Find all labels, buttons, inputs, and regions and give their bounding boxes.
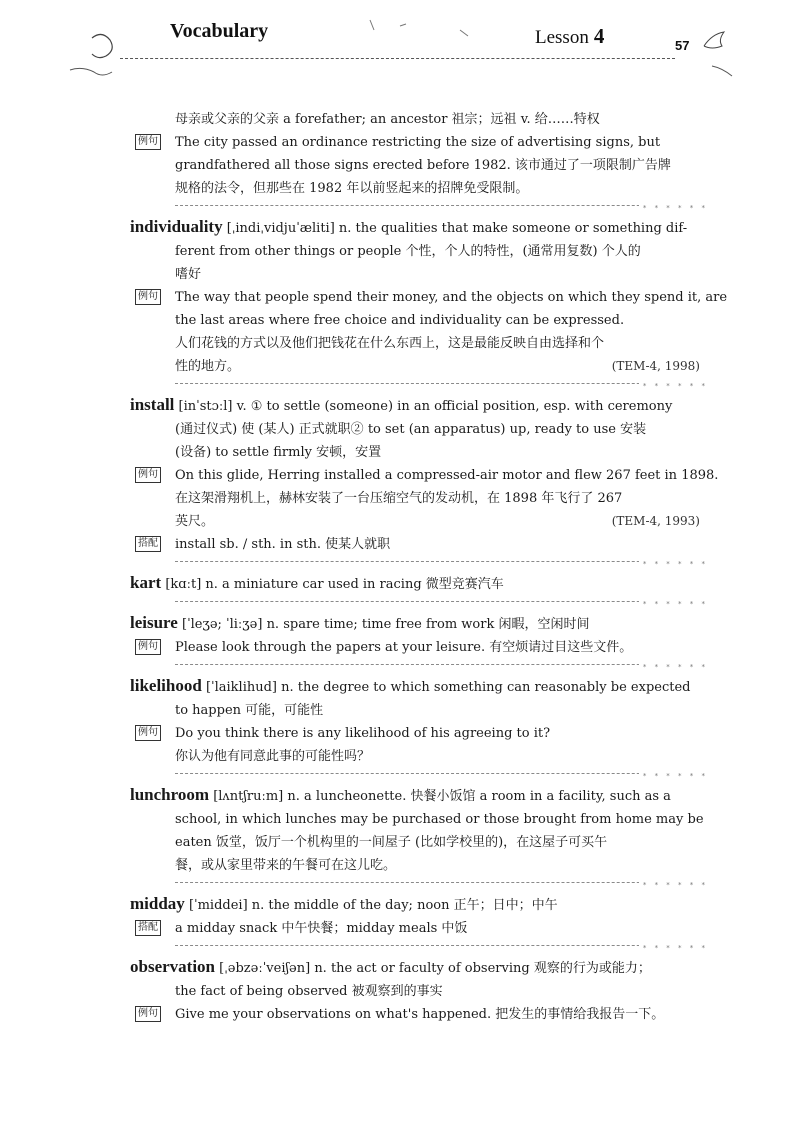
example-tag: 搭配 — [135, 536, 161, 552]
example-line: The way that people spend their money, and the objects on which they spend it, are — [175, 290, 728, 305]
definition-text: n. the middle of the day; noon 正午；日中；中午 — [251, 898, 558, 913]
example-tag: 例句 — [135, 134, 161, 150]
source-citation: (TEM-4, 1998) — [611, 359, 700, 373]
definition-line: 嗜好 — [175, 267, 202, 282]
definition-text: n. a luncheonette. 快餐小饭馆 a room in a facility, such as a — [287, 789, 671, 804]
example-tag: 例句 — [135, 639, 161, 655]
example-last-line: 英尺。 — [175, 514, 215, 529]
continued-entry — [130, 108, 708, 212]
example-line-with-source — [175, 510, 700, 533]
separator-stars: * * * * * * — [639, 765, 708, 788]
separator-stars: * * * * * * — [639, 375, 708, 398]
example-tag: 例句 — [135, 725, 161, 741]
lesson-number: 4 — [593, 24, 605, 48]
continued-definition: 母亲或父亲的父亲 a forefather; an ancestor 祖宗；远祖 v. 给……特权 — [175, 112, 600, 127]
pronunciation: [lʌntʃruːm] — [213, 789, 284, 804]
entry-separator — [175, 600, 708, 608]
example-line: grandfathered all those signs erected before 1982. 该市通过了一项限制广告牌 — [175, 158, 671, 173]
example-line: Do you think there is any likelihood of his agreeing to it? — [175, 726, 551, 741]
definition-line: the fact of being observed 被观察到的事实 — [175, 984, 443, 999]
separator-stars: * * * * * * — [639, 937, 708, 960]
definition-line: (设备) to settle firmly 安顿，安置 — [175, 445, 382, 460]
example-line: Please look through the papers at your leisure. 有空烦请过目这些文件。 — [175, 640, 633, 655]
example-line: 在这架滑翔机上，赫林安装了一台压缩空气的发动机，在 1898 年飞行了 267 — [175, 491, 623, 506]
example-block — [130, 917, 700, 940]
example-line: The city passed an ordinance restricting the size of advertising signs, but — [175, 135, 661, 150]
vocabulary-list — [130, 108, 728, 1026]
headword: install — [130, 395, 175, 414]
example-block — [130, 286, 728, 378]
pronunciation: [ˌəbzəːˈveiʃən] — [219, 961, 311, 976]
example-line: Give me your observations on what's happened. 把发生的事情给我报告一下。 — [175, 1007, 665, 1022]
separator-stars: * * * * * * — [639, 593, 708, 616]
entry-5 — [130, 783, 708, 889]
headword: observation — [130, 957, 215, 976]
entry-3 — [130, 611, 708, 671]
example-block — [130, 722, 700, 768]
pronunciation: [kɑːt] — [165, 577, 202, 592]
entry-2 — [130, 571, 708, 608]
separator-stars: * * * * * * — [639, 874, 708, 897]
example-block — [130, 533, 700, 556]
example-block — [130, 131, 700, 200]
definition-line: ferent from other things or people 个性，个人的特性，(通常用复数) 个人的 — [175, 244, 641, 259]
separator-stars: * * * * * * — [639, 553, 708, 576]
example-line: a midday snack 中午快餐；midday meals 中饭 — [175, 921, 468, 936]
definition-text: n. spare time; time free from work 闲暇，空闲时间 — [266, 617, 590, 632]
separator-stars: * * * * * * — [639, 656, 708, 679]
example-line-with-source — [175, 355, 700, 378]
definition-line: to happen 可能，可能性 — [175, 703, 324, 718]
example-block — [130, 1003, 700, 1026]
example-line: the last areas where free choice and individuality can be expressed. — [175, 313, 625, 328]
headword: kart — [130, 573, 162, 592]
definition-text: n. the degree to which something can reasonably be expected — [281, 680, 691, 695]
headword: leisure — [130, 613, 178, 632]
entry-first-line — [130, 892, 700, 917]
entry-first-line — [130, 955, 700, 980]
headword: likelihood — [130, 676, 202, 695]
pronunciation: [ˌindiˌvidjuˈæliti] — [226, 221, 335, 236]
definition-text: v. ① to settle (someone) in an official position, esp. with ceremony — [236, 399, 673, 414]
example-line: 你认为他有同意此事的可能性吗？ — [175, 749, 371, 764]
example-line: install sb. / sth. in sth. 使某人就职 — [175, 537, 391, 552]
entry-separator — [175, 881, 708, 889]
source-citation: (TEM-4, 1993) — [611, 514, 700, 528]
headword: lunchroom — [130, 785, 210, 804]
definition-text: n. a miniature car used in racing 微型竞赛汽车 — [205, 577, 504, 592]
entry-7 — [130, 955, 700, 1026]
entry-first-line — [130, 674, 700, 699]
pronunciation: [ˈlaiklihud] — [205, 680, 277, 695]
example-tag: 例句 — [135, 1006, 161, 1022]
lesson-label: Lesson — [535, 27, 589, 48]
entry-separator — [175, 772, 708, 780]
example-tag: 例句 — [135, 289, 161, 305]
entry-6 — [130, 892, 708, 952]
definition-text: n. the qualities that make someone or something dif- — [338, 221, 688, 236]
entry-first-line — [130, 611, 700, 636]
entry-separator — [175, 382, 708, 390]
definition-line: eaten 饭堂，饭厅一个机构里的一间屋子 (比如学校里的)，在这屋子可买午 — [175, 835, 608, 850]
entry-separator — [175, 663, 708, 671]
example-line: 人们花钱的方式以及他们把钱花在什么东西上，这是最能反映自由选择和个 — [175, 336, 605, 351]
entry-first-line — [130, 783, 700, 808]
entry-4 — [130, 674, 708, 780]
pronunciation: [ˈmiddei] — [188, 898, 248, 913]
example-tag: 搭配 — [135, 920, 161, 936]
example-line: 规格的法令，但那些在 1982 年以前竖起来的招牌免受限制。 — [175, 181, 529, 196]
example-block — [130, 636, 700, 659]
definition-text: n. the act or faculty of observing 观察的行为或能力； — [314, 961, 651, 976]
entry-first-line — [130, 215, 700, 240]
definition-line: (通过仪式) 使 (某人) 正式就职② to set (an apparatus) up, ready to use 安装 — [175, 422, 647, 437]
header-section-title: Vocabulary — [170, 20, 269, 42]
entry-separator — [175, 204, 708, 212]
page-header — [0, 0, 800, 80]
header-divider — [120, 58, 675, 59]
entry-first-line — [130, 393, 700, 418]
example-block — [130, 464, 719, 533]
entry-separator — [175, 944, 708, 952]
pronunciation: [ˈleʒə; ˈliːʒə] — [182, 617, 263, 632]
definition-line: school, in which lunches may be purchased or those brought from home may be — [175, 812, 704, 827]
headword: midday — [130, 894, 185, 913]
page-number: 57 — [675, 38, 690, 53]
separator-stars: * * * * * * — [639, 197, 708, 220]
example-tag: 例句 — [135, 467, 161, 483]
entry-separator — [175, 560, 708, 568]
entry-first-line — [130, 571, 700, 596]
definition-line: 餐，或从家里带来的午餐可在这儿吃。 — [175, 858, 397, 873]
pronunciation: [inˈstɔːl] — [178, 399, 233, 414]
entry-0 — [130, 215, 728, 390]
entry-1 — [130, 393, 719, 568]
header-lesson-title — [535, 24, 604, 49]
example-last-line: 性的地方。 — [175, 359, 241, 374]
example-line: On this glide, Herring installed a compressed-air motor and flew 267 feet in 1898. — [175, 468, 719, 483]
headword: individuality — [130, 217, 223, 236]
